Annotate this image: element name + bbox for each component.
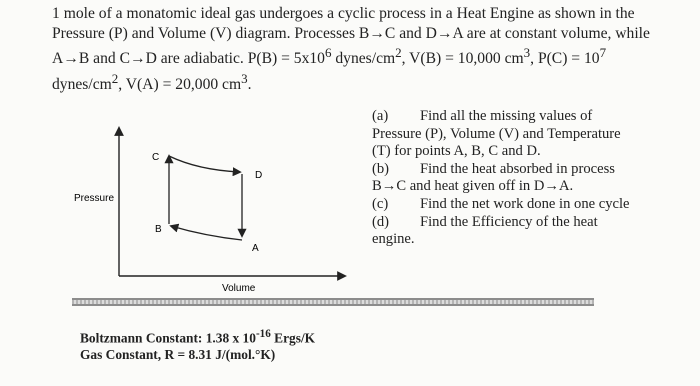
gas-constant: Gas Constant, R = 8.31 J/(mol.°K) bbox=[80, 347, 276, 363]
y-axis-label: Pressure bbox=[74, 193, 115, 204]
process-c-to-d bbox=[169, 156, 240, 172]
question-c: (c) Find the net work done in one cycle bbox=[372, 195, 630, 212]
question-d-cont: engine. bbox=[372, 231, 415, 248]
intro-line-4: dynes/$cm^2$, V(A) = 20,000 $cm^3$. bbox=[52, 70, 252, 93]
process-a-to-b bbox=[171, 226, 242, 240]
intro-line-1: 1 mole of a monatomic ideal gas undergoes a cyclic process in a Heat Engine as shown in the bbox=[52, 5, 635, 22]
question-b-cont: B→C and heat given off in D→A. bbox=[372, 178, 574, 195]
point-d-label: D bbox=[255, 170, 263, 181]
intro-line-3: A→B and C→D are adiabatic. $P(B) = 5x10^6$ dynes/$cm^2$, V(B) = 10,000 $cm^3$, $P(C) = 10^7$ bbox=[52, 45, 607, 68]
point-b-label: B bbox=[155, 224, 162, 235]
question-a-cont-2: (T) for points A, B, C and D. bbox=[372, 143, 541, 160]
section-divider bbox=[72, 298, 594, 306]
point-a-label: A bbox=[252, 243, 259, 254]
question-a: (a) Find all the missing values of bbox=[372, 108, 593, 124]
question-d: (d) Find the Efficiency of the heat bbox=[372, 213, 598, 230]
question-list bbox=[372, 108, 662, 249]
question-a-cont-1: Pressure (P), Volume (V) and Temperature bbox=[372, 125, 621, 142]
boltzmann-constant: Boltzmann Constant: 1.38 x $10^{-16}$ Ergs/K bbox=[80, 328, 316, 346]
point-c-label: C bbox=[152, 152, 160, 163]
constants-block bbox=[80, 326, 315, 363]
x-axis-label: Volume bbox=[222, 283, 256, 294]
question-b: (b) Find the heat absorbed in process bbox=[372, 160, 615, 177]
intro-line-2: Pressure (P) and Volume (V) diagram. Processes B→C and D→A are at constant volume, while bbox=[52, 24, 650, 42]
